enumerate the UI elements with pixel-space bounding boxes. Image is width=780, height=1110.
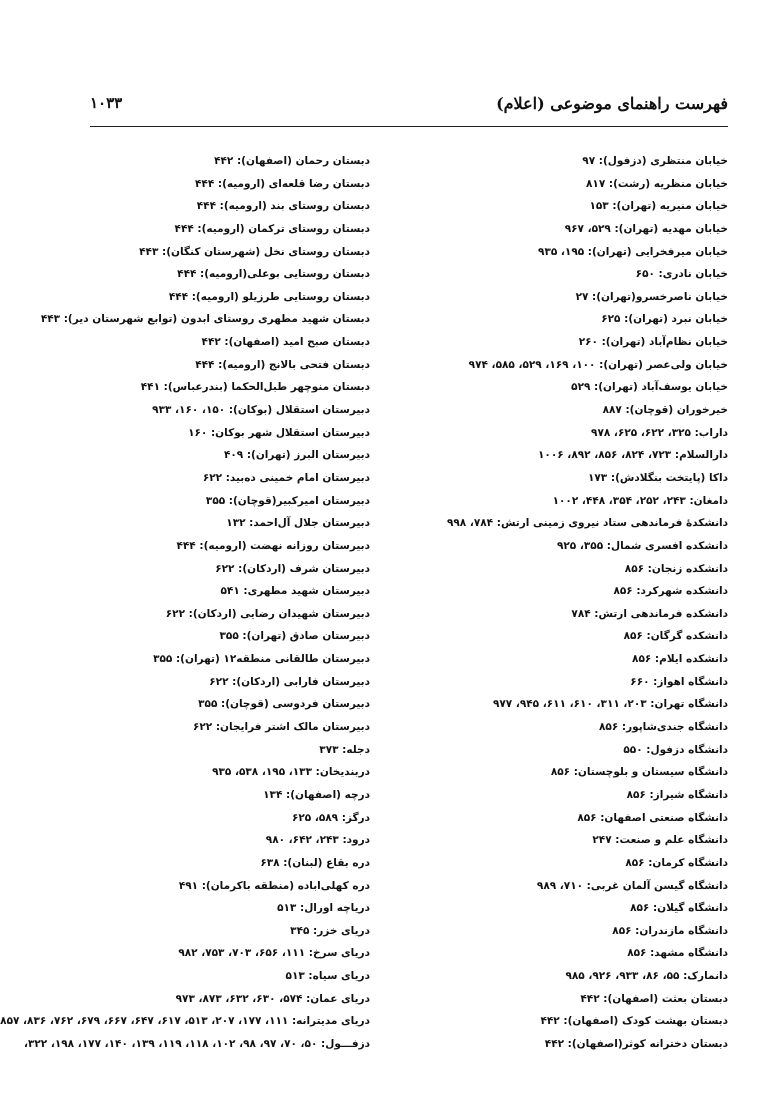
index-entry: دبیرستان فردوسی (قوچان): ۳۵۵: [198, 698, 370, 711]
index-entry: دجله: ۳۷۳: [319, 743, 370, 756]
index-entry: دبستان فتحی بالانج (ارومیه): ۴۴۴: [195, 358, 370, 371]
index-entry: دریای عمان: ۵۷۴، ۶۳۰، ۶۳۲، ۸۷۳، ۹۷۳: [175, 992, 370, 1005]
index-entry: دانمارک: ۵۵، ۸۶، ۹۳۳، ۹۲۶، ۹۸۵: [565, 970, 728, 983]
index-entry: درگز: ۵۸۹، ۶۲۵: [291, 811, 370, 824]
index-entry: دبستان دخترانه کوثر(اصفهان): ۴۴۲: [544, 1037, 728, 1050]
index-entry: خیابان مهدیه (تهران): ۵۲۹، ۹۶۷: [564, 222, 728, 235]
index-entry: دانشگاه کرمان: ۸۵۶: [625, 856, 728, 869]
index-entry: دبستان رحمان (اصفهان): ۴۴۲: [214, 155, 370, 167]
index-entry: دریای مدیترانه: ۱۱۱، ۱۷۷، ۲۰۷، ۵۱۳، ۶۱۷، ۶۴۷، ۶۶۷، ۶۷۹، ۷۶۲، ۸۳۶، ۸۵۷: [0, 1015, 370, 1028]
index-column-right: [428, 150, 728, 1056]
index-entry: دبستان شهید مطهری روستای ابدون (توابع شهرستان دیر): ۴۴۳: [40, 313, 370, 326]
index-entry: خیابان ولی‌عصر (تهران): ۱۰۰، ۱۶۹، ۵۲۹، ۵۸۵، ۹۷۴: [468, 358, 728, 371]
index-entry: خیابان منیریه (تهران): ۱۵۳: [589, 200, 728, 213]
index-entry: دارالسلام: ۷۲۳، ۸۲۴، ۸۵۶، ۸۹۲، ۱۰۰۶: [538, 449, 728, 462]
index-entry: دانشگاه شیراز: ۸۵۶: [626, 788, 728, 801]
index-page: [0, 88, 728, 1050]
index-entry: دانشگاه علم و صنعت: ۲۴۷: [592, 834, 728, 847]
index-entry: دبیرستان امیرکبیر(قوچان): ۳۵۵: [205, 494, 370, 507]
index-entry: دبیرستان استقلال (بوکان): ۱۵۰، ۱۶۰، ۹۳۳: [152, 404, 370, 417]
running-title: فهرست راهنمای موضوعی (اعلام): [496, 94, 728, 113]
index-entry: دبیرستان استقلال شهر بوکان: ۱۶۰: [188, 426, 370, 439]
index-entry: دانشگاه دزفول: ۵۵۰: [623, 743, 728, 756]
index-entry: دانشگاه اهواز: ۶۶۰: [630, 675, 728, 688]
index-entry: دانشکده فرماندهی ارتش: ۷۸۴: [571, 607, 728, 620]
index-entry: دریاچه اورال: ۵۱۳: [277, 902, 370, 915]
index-entry: داکا (پایتخت بنگلادش): ۱۷۳: [587, 471, 728, 484]
index-entry: دره کهلی‌اباده (منطقه باکرمان): ۴۹۱: [178, 879, 370, 892]
index-entry: دبستان بعثت (اصفهان): ۴۴۲: [580, 992, 728, 1005]
index-entry: دانشگاه تهران: ۲۰۳، ۳۱۱، ۶۱۰، ۶۱۱، ۹۴۵، ۹۷۷: [492, 698, 728, 711]
page-header: [90, 88, 728, 127]
index-entry: دبستان روستایی طرزیلو (ارومیه): ۴۴۴: [168, 290, 370, 303]
index-entry: خیابان نظام‌آباد (تهران): ۲۶۰: [578, 336, 728, 349]
index-entry: دانشکده شهرکرد: ۸۵۶: [613, 585, 728, 598]
index-entry: دبیرستان البرز (تهران): ۴۰۹: [223, 449, 370, 462]
index-entry: دبستان بهشت کودک (اصفهان): ۴۴۲: [540, 1015, 728, 1028]
index-entry: خیابان منتظری (دزفول): ۹۷: [582, 155, 728, 167]
index-entry: دانشگاه جندی‌شاپور: ۸۵۶: [599, 721, 728, 734]
index-entry: خیابان میرفخرایی (تهران): ۱۹۵، ۹۳۵: [538, 245, 728, 258]
index-entry: دبیرستان امام خمینی ده‌بید: ۶۲۲: [202, 471, 370, 484]
index-entry: خیابان نادری: ۶۵۰: [635, 268, 728, 281]
index-entry: خیابان ناصرخسرو(تهران): ۲۷: [575, 290, 728, 303]
index-entry: دبیرستان شهیدان رضایی (اردکان): ۶۲۲: [165, 607, 370, 620]
index-entry: دبیرستان شهید مطهری: ۵۴۱: [220, 585, 370, 598]
index-entry: دبستان رضا قلعه‌ای (ارومیه): ۴۴۴: [195, 177, 370, 190]
index-entry: دانشگاه گیسن آلمان غربی: ۷۱۰، ۹۸۹: [536, 879, 728, 892]
index-entry: دانشگاه مشهد: ۸۵۶: [627, 947, 728, 960]
index-entry: دانشکده زنجان: ۸۵۶: [624, 562, 728, 575]
index-entry: دزفـــول: ۵۰، ۷۰، ۹۷، ۹۸، ۱۰۲، ۱۱۸، ۱۱۹، ۱۳۹، ۱۴۰، ۱۷۷، ۱۹۸، ۳۲۲،: [23, 1037, 370, 1050]
index-entry: دانشکده ایلام: ۸۵۶: [632, 653, 728, 666]
index-entry: دانشکدهٔ فرماندهی ستاد نیروی زمینی ارتش: ۷۸۴، ۹۹۸: [446, 517, 728, 530]
index-entry: دانشگاه مازندران: ۸۵۶: [612, 924, 728, 937]
index-entry: خیابان منظریه (رشت): ۸۱۷: [586, 177, 728, 190]
index-entry: خیابان یوسف‌آباد (تهران): ۵۲۹: [571, 381, 728, 394]
page-number: ۱۰۳۳: [90, 94, 123, 112]
index-entry: دبستان روستایی بوعلی(ارومیه): ۴۴۴: [177, 268, 370, 281]
index-entry: دبستان روستای نخل (شهرستان کنگان): ۴۴۳: [139, 245, 370, 258]
index-entry: دانشگاه سیستان و بلوچستان: ۸۵۶: [550, 766, 728, 779]
index-entry: دانشگاه صنعتی اصفهان: ۸۵۶: [577, 811, 728, 824]
index-entry: دریای سیاه: ۵۱۳: [285, 970, 370, 983]
index-entry: دبستان منوچهر طبل‌الحکما (بندرعباس): ۴۴۱: [140, 381, 370, 394]
index-entry: دره بقاع (لبنان): ۶۳۸: [260, 856, 370, 869]
index-entry: دانشکده افسری شمال: ۳۵۵، ۹۲۵: [556, 539, 728, 552]
index-entry: دانشکده گرگان: ۸۵۶: [623, 630, 728, 643]
index-entry: دبیرستان شرف (اردکان): ۶۲۲: [215, 562, 370, 575]
index-entry: دانشگاه گیلان: ۸۵۶: [630, 902, 728, 915]
index-entry: داراب: ۳۲۵، ۶۲۲، ۶۲۵، ۹۷۸: [591, 426, 728, 439]
index-entry: خیرخوران (قوچان): ۸۸۷: [602, 404, 728, 417]
index-entry: دبیرستان روزانه نهضت (ارومیه): ۴۴۴: [176, 539, 370, 552]
index-entry: خیابان نبرد (تهران): ۶۲۵: [601, 313, 728, 326]
index-entry: دریای سرخ: ۱۱۱، ۶۵۶، ۷۰۳، ۷۵۳، ۹۸۲: [178, 947, 370, 960]
index-entry: دبستان روستای بند (ارومیه): ۴۴۴: [196, 200, 370, 213]
index-entry: دبیرستان جلال آل‌احمد: ۱۳۲: [226, 517, 370, 530]
index-entry: درچه (اصفهان): ۱۳۴: [263, 788, 370, 801]
index-entry: دبیرستان فارابی (اردکان): ۶۲۲: [209, 675, 370, 688]
index-entry: دبیرستان طالقانی منطقه۱۲ (تهران): ۳۵۵: [153, 653, 370, 666]
index-entry: دامغان: ۲۴۳، ۲۵۲، ۳۵۴، ۴۴۸، ۱۰۰۲: [552, 494, 728, 507]
index-entry: دبستان صبح امید (اصفهان): ۴۴۲: [201, 336, 370, 349]
index-column-left: [0, 150, 370, 1056]
index-entry: دبستان روستای ترکمان (ارومیه): ۴۴۴: [174, 222, 370, 235]
index-entry: دربندیخان: ۱۳۳، ۱۹۵، ۵۳۸، ۹۳۵: [212, 766, 370, 779]
index-entry: دبیرستان صادق (تهران): ۳۵۵: [219, 630, 370, 643]
index-entry: درود: ۲۴۳، ۶۴۲، ۹۸۰: [265, 834, 370, 847]
index-entry: دبیرستان مالک اشتر فرایجان: ۶۲۲: [192, 721, 370, 734]
index-entry: دریای خزر: ۳۴۵: [290, 924, 370, 937]
